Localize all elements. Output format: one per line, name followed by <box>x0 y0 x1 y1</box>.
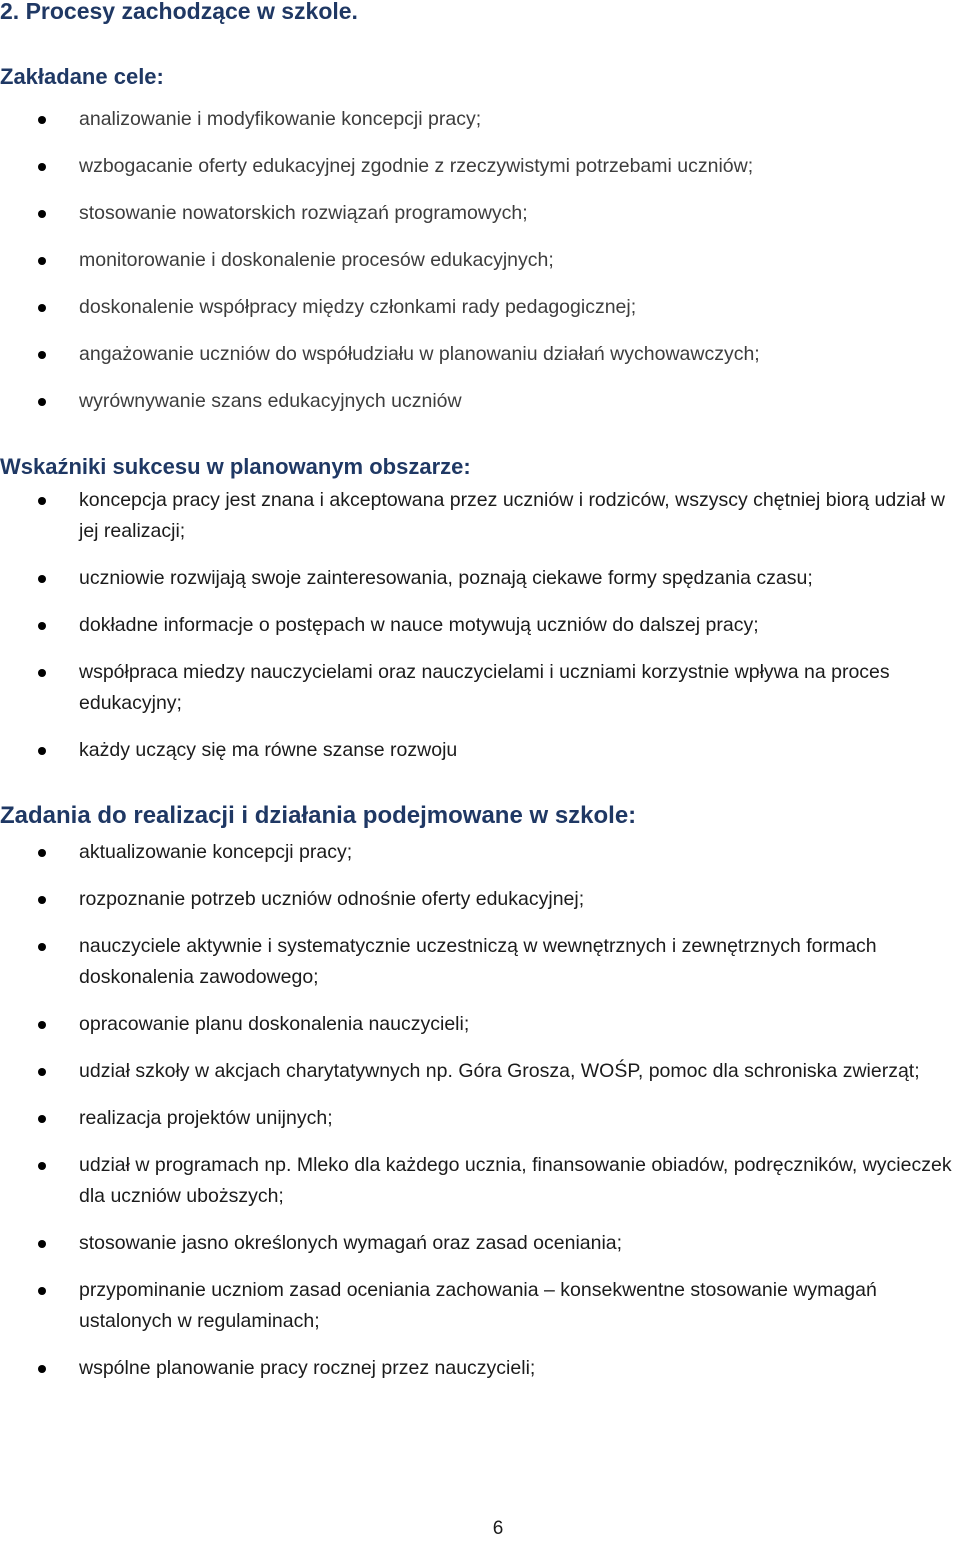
bullet-icon <box>38 210 46 218</box>
list-item <box>0 563 960 594</box>
list-item <box>0 1275 960 1337</box>
list-item <box>0 1009 960 1040</box>
list-item <box>0 657 960 719</box>
bullet-icon <box>38 497 46 505</box>
bullet-icon <box>38 896 46 904</box>
list-item-text: stosowanie nowatorskich rozwiązań programowych; <box>79 202 528 224</box>
page-number: 6 <box>492 1518 504 1539</box>
list-item-text: wspólne planowanie pracy rocznej przez nauczycieli; <box>79 1357 536 1379</box>
list-item <box>0 387 960 416</box>
list-item-text: stosowanie jasno określonych wymagań oraz zasad oceniania; <box>79 1232 623 1254</box>
list-item <box>0 1353 960 1384</box>
list-item <box>0 293 960 322</box>
list-item-text: aktualizowanie koncepcji pracy; <box>79 841 353 863</box>
list-item <box>0 1056 960 1087</box>
bullet-icon <box>38 398 46 406</box>
bullet-icon <box>38 1287 46 1295</box>
tasks-heading: Zadania do realizacji i działania podejmowane w szkole: <box>0 802 637 829</box>
goals-heading: Zakładane cele: <box>0 64 164 89</box>
bullet-icon <box>38 163 46 171</box>
list-item-text: analizowanie i modyfikowanie koncepcji pracy; <box>79 108 482 130</box>
list-item-text: wzbogacanie oferty edukacyjnej zgodnie z rzeczywistymi potrzebami uczniów; <box>79 155 754 177</box>
list-item <box>0 735 960 766</box>
bullet-icon <box>38 575 46 583</box>
list-item <box>0 884 960 915</box>
success-indicators-list <box>0 485 960 782</box>
list-item <box>0 931 960 993</box>
list-item-text: realizacja projektów unijnych; <box>79 1107 333 1129</box>
list-item-text: uczniowie rozwijają swoje zainteresowania, poznają ciekawe formy spędzania czasu; <box>79 567 813 589</box>
bullet-icon <box>38 1068 46 1076</box>
bullet-icon <box>38 257 46 265</box>
list-item <box>0 340 960 369</box>
list-item <box>0 1103 960 1134</box>
bullet-icon <box>38 747 46 755</box>
list-item-text: wyrównywanie szans edukacyjnych uczniów <box>79 390 462 412</box>
list-item-text: udział szkoły w akcjach charytatywnych np. Góra Grosza, WOŚP, pomoc dla schroniska zwierząt; <box>79 1060 920 1082</box>
list-item-text: udział w programach np. Mleko dla każdego ucznia, finansowanie obiadów, podręczników, wycieczek dla uczniów uboższych; <box>79 1154 952 1207</box>
list-item-text: nauczyciele aktywnie i systematycznie uczestniczą w wewnętrznych i zewnętrznych formach doskonalenia zawodowego; <box>79 935 877 988</box>
list-item-text: monitorowanie i doskonalenie procesów edukacyjnych; <box>79 249 554 271</box>
bullet-icon <box>38 304 46 312</box>
list-item <box>0 1150 960 1212</box>
goals-list <box>0 105 960 434</box>
list-item <box>0 485 960 547</box>
list-item <box>0 246 960 275</box>
bullet-icon <box>38 1162 46 1170</box>
bullet-icon <box>38 622 46 630</box>
list-item-text: koncepcja pracy jest znana i akceptowana przez uczniów i rodziców, wszyscy chętniej biorą udział w jej realizacji; <box>79 489 945 542</box>
list-item-text: każdy uczący się ma równe szanse rozwoju <box>79 739 458 761</box>
list-item <box>0 105 960 134</box>
list-item <box>0 199 960 228</box>
bullet-icon <box>38 1021 46 1029</box>
list-item <box>0 152 960 181</box>
bullet-icon <box>38 116 46 124</box>
bullet-icon <box>38 1365 46 1373</box>
list-item-text: rozpoznanie potrzeb uczniów odnośnie oferty edukacyjnej; <box>79 888 585 910</box>
bullet-icon <box>38 849 46 857</box>
list-item <box>0 610 960 641</box>
tasks-list <box>0 837 960 1400</box>
page-title: 2. Procesy zachodzące w szkole. <box>0 0 358 24</box>
success-indicators-heading: Wskaźniki sukcesu w planowanym obszarze: <box>0 454 471 479</box>
bullet-icon <box>38 351 46 359</box>
bullet-icon <box>38 1240 46 1248</box>
list-item-text: dokładne informacje o postępach w nauce motywują uczniów do dalszej pracy; <box>79 614 759 636</box>
list-item <box>0 837 960 868</box>
list-item-text: opracowanie planu doskonalenia nauczycieli; <box>79 1013 470 1035</box>
bullet-icon <box>38 1115 46 1123</box>
list-item-text: współpraca miedzy nauczycielami oraz nauczycielami i uczniami korzystnie wpływa na proces edukacyjny; <box>79 661 890 714</box>
list-item-text: angażowanie uczniów do współudziału w planowaniu działań wychowawczych; <box>79 343 760 365</box>
bullet-icon <box>38 669 46 677</box>
bullet-icon <box>38 943 46 951</box>
list-item-text: przypominanie uczniom zasad oceniania zachowania – konsekwentne stosowanie wymagań ustalonych w regulaminach; <box>79 1279 877 1332</box>
list-item-text: doskonalenie współpracy między członkami rady pedagogicznej; <box>79 296 637 318</box>
list-item <box>0 1228 960 1259</box>
